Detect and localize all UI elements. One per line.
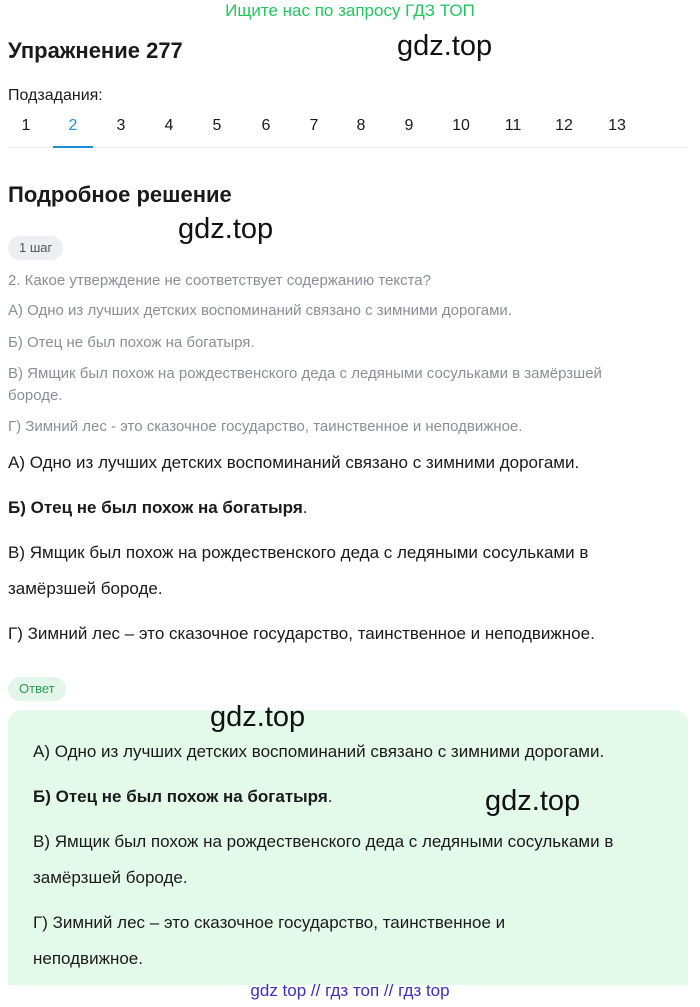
solution-option-b-tail: . [302,498,308,517]
solution-option-b-bold: Б) Отец не был похож на богатыря [8,498,303,517]
watermark: gdz.top [485,785,581,817]
question-option-a: А) Одно из лучших детских воспоминаний связано с зимними дорогами. [8,302,512,319]
answer-option-c: В) Ямщик был похож на рождественского деда с ледяными сосульками в [33,832,614,851]
answer-option-d: Г) Зимний лес – это сказочное государство, таинственное и [33,913,506,932]
tab-6[interactable]: 6 [261,117,271,134]
solution-title: Подробное решение [8,182,232,207]
solution-option-b [8,490,683,526]
solution-option-c-cont: замёрзшей бороде. [8,579,163,598]
answer-option-b-bold: Б) Отец не был похож на богатыря [33,787,328,806]
watermark: gdz.top [210,701,306,733]
footer-links[interactable]: gdz top // гдз топ // гдз top [250,981,450,1000]
question-text: 2. Какое утверждение не соответствует содержанию текста? [8,272,431,289]
tab-8[interactable]: 8 [356,117,366,134]
tab-10[interactable]: 10 [452,117,470,134]
step-badge: 1 шаг [8,236,63,260]
watermark: gdz.top [397,30,493,62]
tab-3[interactable]: 3 [116,117,126,134]
question-option-b: Б) Отец не был похож на богатыря. [8,334,255,351]
question-option-d: Г) Зимний лес - это сказочное государство, таинственное и неподвижное. [8,418,523,435]
tab-2[interactable]: 2 [53,114,93,146]
answer-option-d-cont: неподвижное. [33,949,143,968]
answer-option-c-cont: замёрзшей бороде. [33,868,188,887]
tab-11[interactable]: 11 [504,117,522,134]
watermark: gdz.top [178,213,274,245]
answer-option-b [33,779,683,815]
tab-5[interactable]: 5 [212,117,222,134]
answer-badge: Ответ [8,677,66,701]
tab-4[interactable]: 4 [164,117,174,134]
tab-13[interactable]: 13 [608,117,626,134]
tab-12[interactable]: 12 [555,117,573,134]
answer-option-a: А) Одно из лучших детских воспоминаний связано с зимними дорогами. [33,742,605,761]
tab-7[interactable]: 7 [309,117,319,134]
subtask-tabs [0,114,688,148]
subtasks-label: Подзадания: [8,87,103,104]
answer-option-b-tail: . [327,787,333,806]
question-option-c: В) Ямщик был похож на рождественского деда с ледяными сосульками в замёрзшей [8,365,602,382]
tab-9[interactable]: 9 [404,117,414,134]
solution-option-a: А) Одно из лучших детских воспоминаний связано с зимними дорогами. [8,453,580,472]
question-option-c-cont: бороде. [8,387,63,404]
top-banner[interactable]: Ищите нас по запросу ГДЗ ТОП [225,1,475,20]
solution-option-c: В) Ямщик был похож на рождественского деда с ледяными сосульками в [8,543,589,562]
solution-option-d: Г) Зимний лес – это сказочное государство, таинственное и неподвижное. [8,624,595,643]
tab-1[interactable]: 1 [21,117,31,134]
exercise-title: Упражнение 277 [8,38,183,63]
